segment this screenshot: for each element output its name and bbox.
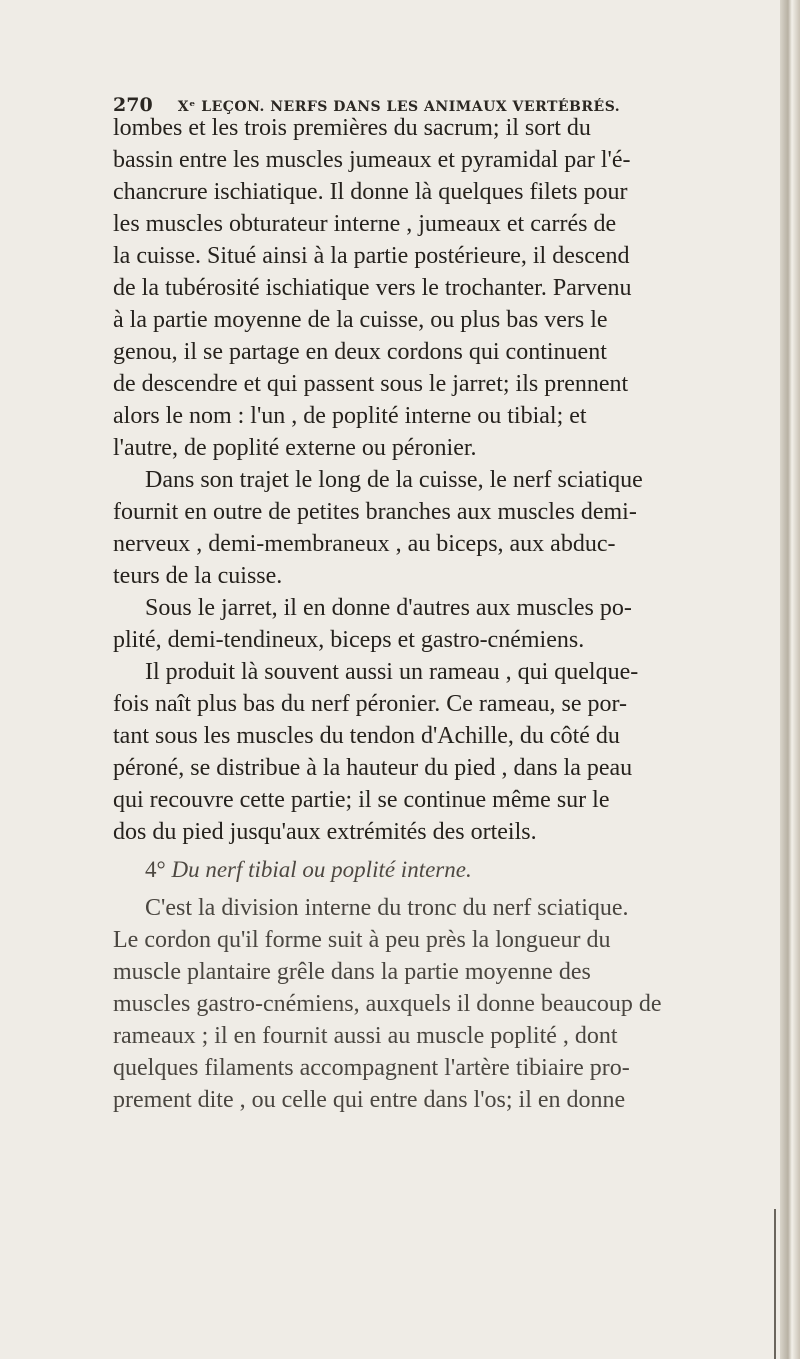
text-line: péroné, se distribue à la hauteur du pied , dans la peau	[113, 755, 633, 781]
text-line: de descendre et qui passent sous le jarret; ils prennent	[113, 371, 629, 397]
text-line: genou, il se partage en deux cordons qui continuent	[113, 339, 607, 365]
text-line: Dans son trajet le long de la cuisse, le nerf sciatique	[145, 467, 643, 493]
text-line: tant sous les muscles du tendon d'Achille, du côté du	[113, 723, 620, 749]
text-line: plité, demi-tendineux, biceps et gastro-cnémiens.	[113, 627, 585, 653]
text-line: qui recouvre cette partie; il se continue même sur le	[113, 787, 610, 813]
text-line: fois naît plus bas du nerf péronier. Ce rameau, se por-	[113, 691, 628, 717]
text-line: C'est la division interne du tronc du nerf sciatique.	[145, 895, 629, 921]
text-line: rameaux ; il en fournit aussi au muscle poplité , dont	[113, 1023, 618, 1049]
paragraph	[113, 464, 763, 592]
text-line: la cuisse. Situé ainsi à la partie postérieure, il descend	[113, 243, 630, 269]
page-margin-line	[774, 1209, 776, 1359]
text-line: Le cordon qu'il forme suit à peu près la longueur du	[113, 927, 611, 953]
text-line: prement dite , ou celle qui entre dans l'os; il en donne	[113, 1087, 626, 1113]
page-number: 270	[113, 94, 153, 116]
text-line: teurs de la cuisse.	[113, 563, 283, 589]
running-title: Xᵉ LEÇON. NERFS DANS LES ANIMAUX VERTÉBRÉS.	[177, 99, 621, 115]
paragraph	[113, 592, 763, 656]
text-line: de la tubérosité ischiatique vers le trochanter. Parvenu	[113, 275, 632, 301]
section-title: Du nerf tibial ou poplité interne.	[171, 857, 472, 882]
page-edge-shadow	[780, 0, 800, 1359]
text-line: alors le nom : l'un , de poplité interne ou tibial; et	[113, 403, 587, 429]
section-number: 4°	[145, 857, 166, 882]
text-line: muscles gastro-cnémiens, auxquels il donne beaucoup de	[113, 991, 662, 1017]
paragraph	[113, 892, 763, 1116]
text-line: Il produit là souvent aussi un rameau , qui quelque-	[145, 659, 639, 685]
paragraph	[113, 656, 763, 848]
text-line: nerveux , demi-membraneux , au biceps, aux abduc-	[113, 531, 616, 557]
body-text	[113, 112, 763, 1116]
text-line: fournit en outre de petites branches aux muscles demi-	[113, 499, 637, 525]
text-line: dos du pied jusqu'aux extrémités des orteils.	[113, 819, 537, 845]
text-line: bassin entre les muscles jumeaux et pyramidal par l'é-	[113, 147, 631, 173]
text-line: Sous le jarret, il en donne d'autres aux muscles po-	[145, 595, 632, 621]
text-line: l'autre, de poplité externe ou péronier.	[113, 435, 477, 461]
text-line: à la partie moyenne de la cuisse, ou plus bas vers le	[113, 307, 608, 333]
text-line: lombes et les trois premières du sacrum; il sort du	[113, 115, 591, 141]
text-line: chancrure ischiatique. Il donne là quelques filets pour	[113, 179, 628, 205]
text-line: les muscles obturateur interne , jumeaux et carrés de	[113, 211, 617, 237]
text-line: muscle plantaire grêle dans la partie moyenne des	[113, 959, 591, 985]
section-heading	[145, 854, 763, 886]
paragraph	[113, 112, 763, 464]
text-line: quelques filaments accompagnent l'artère tibiaire pro-	[113, 1055, 630, 1081]
